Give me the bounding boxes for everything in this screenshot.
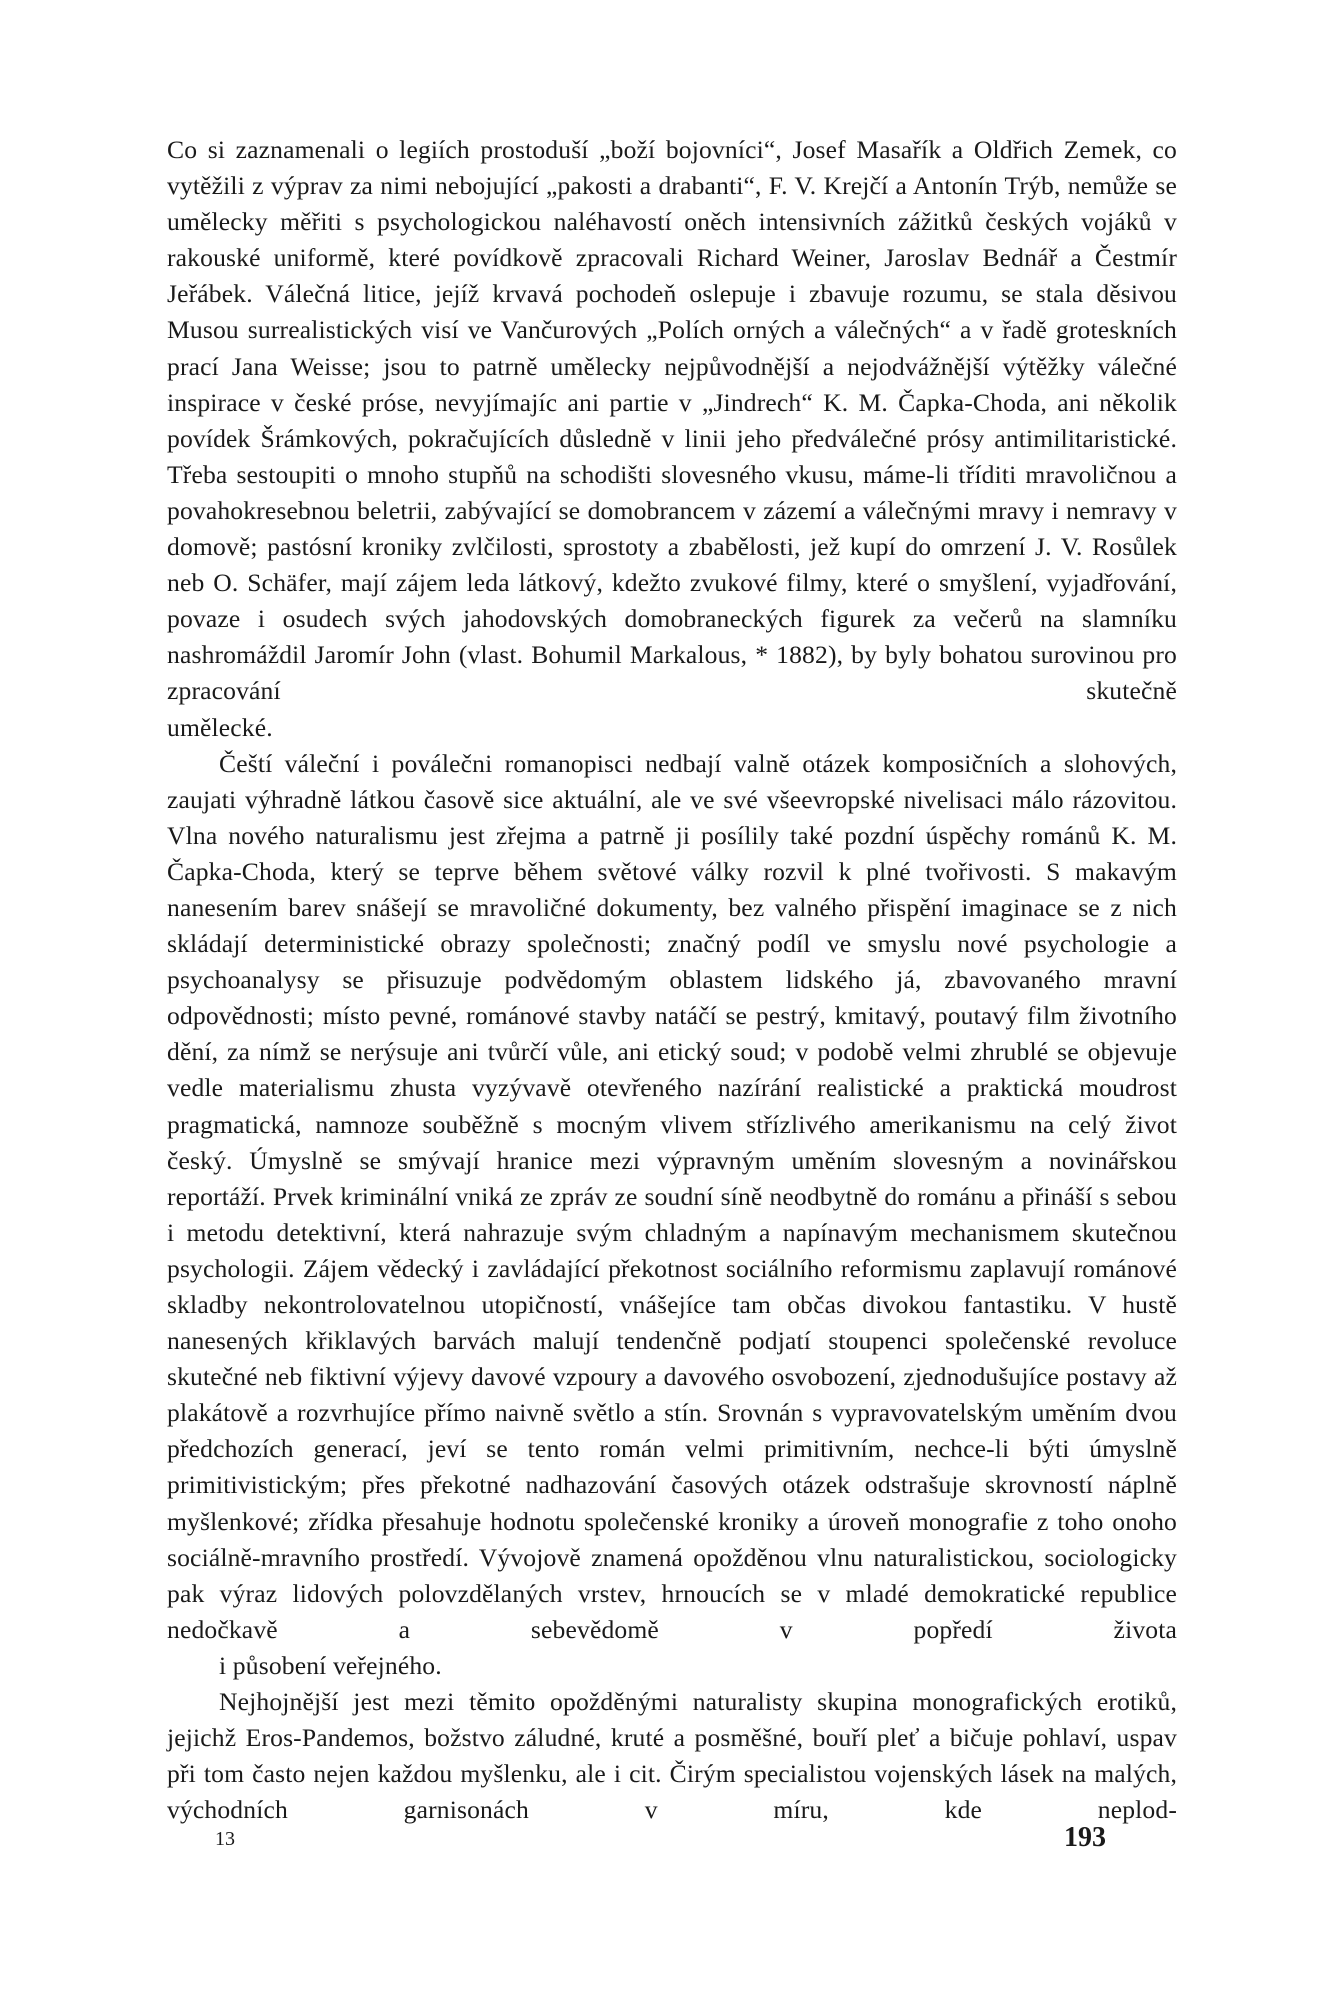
paragraph-1 bbox=[167, 132, 1177, 746]
page-body bbox=[167, 132, 1177, 1828]
paragraph-1-last-line: umělecké. bbox=[167, 712, 273, 742]
paragraph-3 bbox=[167, 1684, 1177, 1828]
paragraph-2-text: Čeští váleční i poválečni romanopisci nedbají valně otázek komposičních a slohových, zaujati výhradně látkou časově sice aktuální, ale ve své všeevropské nivelisaci málo rázovitou. Vlna nového naturalismu jest zřejma a patrně ji posílily také pozdní úspěchy románů K. M. Čapka-Choda, který se teprve během světové války rozvil k plné tvořivosti. S makavým nanesením barev snášejí se mravoličné dokumenty, bez valného přispění imaginace se z nich skládají deterministické obrazy společnosti; značný podíl ve smyslu nové psychologie a psychoanalysy se přisuzuje podvědomým oblastem lidského já, zbavovaného mravní odpovědnosti; místo pevné, románové stavby natáčí se pestrý, kmitavý, poutavý film životního dění, za nímž se nerýsuje ani tvůrčí vůle, ani etický soud; v podobě velmi zhrublé se objevuje vedle materialismu zhusta vyzývavě otevřeného nazírání realistické a praktická moudrost pragmatická, namnoze souběžně s mocným vlivem střízlivého amerikanismu na celý život český. Úmyslně se smývají hranice mezi výpravným uměním slovesným a novinářskou reportáží. Prvek kriminální vniká ze zpráv ze soudní síně neodbytně do románu a přináší s sebou i metodu detektivní, která nahrazuje svým chladným a napínavým mechanismem skutečnou psychologii. Zájem vědecký i zavládající překotnost sociálního reformismu zaplavují románové skladby nekontrolovatelnou utopičností, vnášejíce tam občas divokou fantastiku. V hustě nanesených křiklavých barvách malují tendenčně podjatí stoupenci společenské revoluce skutečné neb fiktivní výjevy davové vzpoury a davového osvobození, zjednodušujíce postavy až plakátově a rozvrhujíce přímo naivně světlo a stín. Srovnán s vypravovatelským uměním dvou předchozích generací, jeví se tento román velmi primitivním, nechce-li býti úmyslně primitivistickým; přes překotné nadhazování časových otázek odstrašuje skrovností náplně myšlenkové; zřídka přesahuje hodnotu společenské kroniky a úroveň monografie z toho onoho sociálně-mravního prostředí. Vývojově znamená opožděnou vlnu naturalistickou, sociologicky pak výraz lidových polovzdělaných vrstev, hrnoucích se v mladé demokratické republice nedočkavě a sebevědomě v popředí života bbox=[167, 748, 1177, 1644]
paragraph-2-last-line: i působení veřejného. bbox=[219, 1650, 442, 1680]
paragraph-2 bbox=[167, 746, 1177, 1684]
paragraph-3-text: Nejhojnější jest mezi těmito opožděnými naturalisty skupina monografických erotiků, jejichž Eros-Pandemos, božstvo záludné, kruté a posměšné, bouří pleť a bičuje pohlaví, uspav při tom často nejen každou myšlenku, ale i cit. Čirým specialistou vojenských lásek na malých, východních garnisonách v míru, kde neplod- bbox=[167, 1687, 1177, 1825]
paragraph-1-text: Co si zaznamenali o legiích prostoduší „boží bojovníci“, Josef Masařík a Oldřich Zemek, co vytěžili z výprav za nimi nebojující „pakosti a drabanti“, F. V. Krejčí a Antonín Trýb, nemůže se umělecky měřiti s psychologickou naléhavostí oněch intensivních zážitků českých vojáků v rakouské uniformě, které povídkově zpracovali Richard Weiner, Jaroslav Bednář a Čestmír Jeřábek. Válečná litice, jejíž krvavá pochodeň oslepuje i zbavuje rozumu, se stala děsivou Musou surrealistických visí ve Vančurových „Polích orných a válečných“ a v řadě groteskních prací Jana Weisse; jsou to patrně umělecky nejpůvodnější a nejodvážnější výtěžky válečné inspirace v české próse, nevyjímajíc ani partie v „Jindrech“ K. M. Čapka-Choda, ani několik povídek Šrámkových, pokračujících důsledně v linii jeho předválečné prósy antimilitaristické. Třeba sestoupiti o mnoho stupňů na schodišti slovesného vkusu, máme-li tříditi mravoličnou a povahokresebnou beletrii, zabývající se domobrancem v zázemí a válečnými mravy i nemravy v domově; pastósní kroniky zvlčilosti, sprostoty a zbabělosti, jež kupí do omrzení J. V. Rosůlek neb O. Schäfer, mají zájem leda látkový, kdežto zvukové filmy, které o smyšlení, vyjadřování, povaze i osudech svých jahodovských domobraneckých figurek za večerů na slamníku nashromáždil Jaromír John (vlast. Bohumil Markalous, * 1882), by byly bohatou surovinou pro zpracování skutečně bbox=[167, 135, 1177, 706]
page-number: 193 bbox=[1064, 1822, 1106, 1853]
printer-signature: 13 bbox=[215, 1828, 235, 1850]
